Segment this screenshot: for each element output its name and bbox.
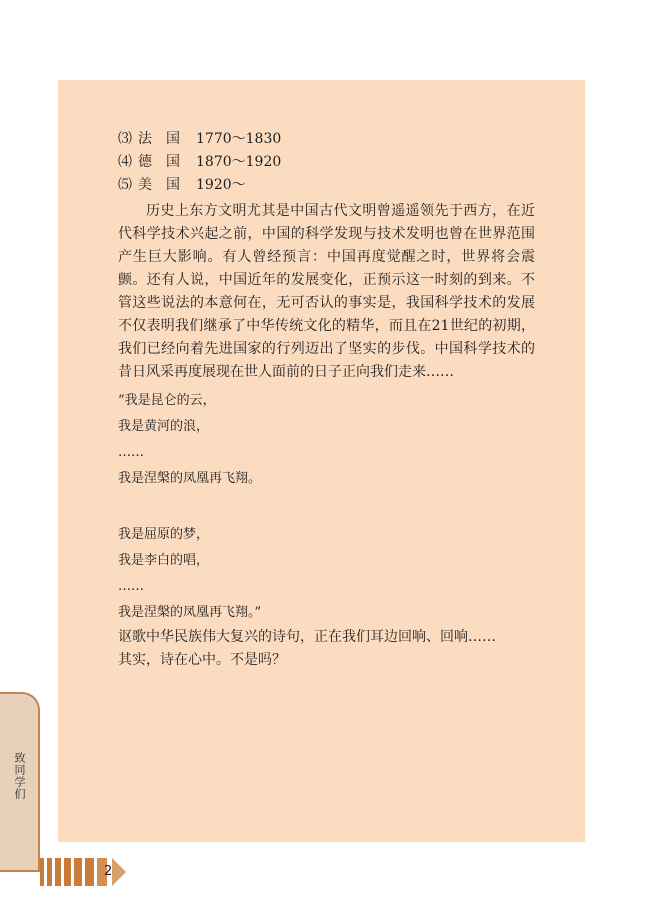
list-number: ⑷ bbox=[118, 154, 132, 170]
poem-line: 我是涅槃的凤凰再飞翔。” bbox=[118, 605, 262, 620]
list-item-france bbox=[118, 128, 535, 151]
closing-line: 讴歌中华民族伟大复兴的诗句，正在我们耳边回响、回响…… bbox=[118, 629, 496, 645]
list-years: 1770～1830 bbox=[196, 131, 282, 147]
page-decoration-stripes bbox=[40, 858, 126, 886]
list-item-usa bbox=[118, 174, 535, 197]
list-years: 1870～1920 bbox=[196, 154, 282, 170]
poem-line: …… bbox=[118, 445, 144, 460]
poem-line: 我是涅槃的凤凰再飞翔。 bbox=[118, 471, 262, 486]
page-content bbox=[58, 80, 585, 842]
poem-line: 我是黄河的浪， bbox=[118, 419, 210, 434]
closing-question: 其实，诗在心中。不是吗？ bbox=[118, 652, 286, 668]
poem-line: …… bbox=[118, 579, 144, 594]
list-number: ⑸ bbox=[118, 177, 132, 193]
side-tab-label: 致同学们 bbox=[13, 752, 26, 800]
poem-line: “我是昆仑的云， bbox=[118, 393, 216, 408]
list-number: ⑶ bbox=[118, 131, 132, 147]
page-number: 2 bbox=[104, 864, 113, 879]
list-country: 美 国 bbox=[138, 177, 180, 193]
body-paragraph: 历史上东方文明尤其是中国古代文明曾遥遥领先于西方，在近代科学技术兴起之前，中国的科学发现与技术发明也曾在世界范围产生巨大影响。有人曾经预言：中国再度觉醒之时，世界将会震颤。还有人说，中国近年的发展变化，正预示这一时刻的到来。不管这些说法的本意何在，无可否认的事实是，我国科学技术的发展不仅表明我们继承了中华传统文化的精华，而且在21世纪的初期，我们已经向着先进国家的行列迈出了坚实的步伐。中国科学技术的昔日风采再度展现在世人面前的日子正向我们走来…… bbox=[118, 203, 535, 380]
list-country: 德 国 bbox=[138, 154, 180, 170]
arrow-icon bbox=[112, 858, 126, 886]
list-years: 1920～ bbox=[196, 177, 246, 193]
poem-line: 我是屈原的梦， bbox=[118, 527, 210, 542]
poem bbox=[118, 388, 535, 626]
poem-line: 我是李白的唱， bbox=[118, 553, 210, 568]
list-country: 法 国 bbox=[138, 131, 180, 147]
list-item-germany bbox=[118, 151, 535, 174]
